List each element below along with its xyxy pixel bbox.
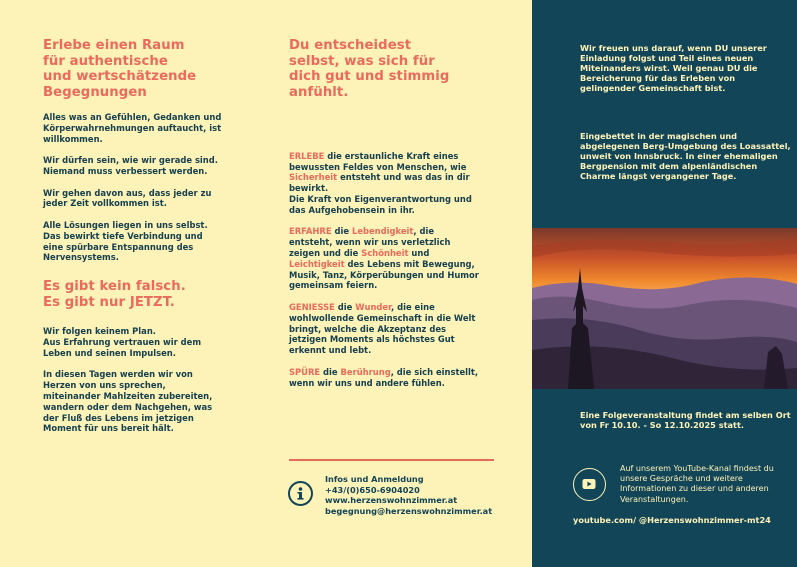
paragraph: Wir dürfen sein, wie wir gerade sind. Niemand muss verbessert werden. — [43, 155, 218, 176]
paragraph-folgeveranstaltung: Eine Folgeveranstaltung findet am selben Ort von Fr 10.10. - So 12.10.2025 statt. — [580, 410, 791, 430]
text: die — [320, 366, 341, 377]
text: und — [408, 247, 430, 258]
contact-phone[interactable]: +43/(0)650-6904020 — [325, 484, 420, 495]
contact-title: Infos und Anmeldung — [325, 474, 424, 484]
youtube-description: Auf unserem YouTube-Kanal findest du unsere Gespräche und weitere Informationen zu dieser und anderen Veranstaltungen. — [620, 464, 774, 504]
keyword: ERLEBE — [289, 150, 325, 161]
heading-entscheidest: Du entscheidest selbst, was sich für dich gut und stimmig anfühlt. — [289, 38, 450, 100]
text: die erstaunliche Kraft eines bewussten Feldes von Menschen, wie — [289, 150, 467, 172]
youtube-link[interactable]: youtube.com/ @Herzenswohnzimmer-mt24 — [573, 515, 771, 525]
text: des Lebens mit Bewegung, Musik, Tanz, Körperübungen und Humor gemeinsam feiern. — [289, 258, 479, 291]
divider — [289, 459, 494, 461]
keyword: Berührung — [340, 366, 391, 377]
paragraph: Wir gehen davon aus, dass jeder zu jeder Zeit vollkommen ist. — [43, 187, 212, 209]
text: die — [331, 226, 352, 237]
youtube-icon[interactable] — [573, 468, 606, 501]
keyword: Lebendigkeit — [351, 226, 414, 237]
mountain-sunset-photo — [532, 228, 797, 389]
panel-middle — [265, 0, 532, 567]
paragraph-umgebung: Eingebettet in der magischen und abgelegenen Berg-Umgebung des Loassattel, unweit von Innsbruck. In einer ehemaligen Bergpension mit dem alpenländischen Charme längst vergangener Tage. — [580, 131, 791, 181]
panel-left — [0, 0, 265, 567]
text: , die sich einstellt, wenn wir uns und andere fühlen. — [289, 366, 479, 388]
contact-email[interactable]: begegnung@herzenswohnzimmer.at — [325, 505, 493, 516]
paragraph: Alle Lösungen liegen in uns selbst. Das bewirkt tiefe Verbindung und eine spürbare Entspannung des Nervensystems. — [43, 219, 208, 263]
text: , die eine wohlwollende Gemeinschaft in die Welt bringt, welche die Akzeptanz des jetzigen Moments als höchstes Gut erkennt und lebt. — [289, 301, 476, 356]
text: , die entsteht, wenn wir uns verletzlich zeigen und die — [289, 226, 451, 258]
keyword: GENIESSE — [289, 301, 335, 312]
text: die — [334, 301, 356, 312]
panel-right — [532, 0, 797, 567]
paragraph-einladung: Wir freuen uns darauf, wenn DU unserer Einladung folgst und Teil eines neuen Miteinanders wirst. Weil genau DU die Bereicherung für das Erleben von gelingender Gemeinschaft bist. — [580, 43, 767, 93]
heading-raum: Erlebe einen Raum für authentische und wertschätzende Begegnungen — [43, 38, 197, 100]
keyword: Wunder — [355, 301, 391, 312]
paragraph-spuere — [289, 367, 479, 389]
heading-jetzt: Es gibt kein falsch. Es gibt nur JETZT. — [43, 279, 186, 310]
keyword: ERFAHRE — [289, 226, 332, 237]
info-icon — [288, 481, 313, 506]
text: entsteht und was das in dir bewirkt. Die Kraft von Eigenverantwortung und das Aufgehobensein in ihr. — [289, 172, 472, 215]
contact-info — [325, 474, 492, 516]
paragraph-erlebe — [289, 140, 477, 216]
keyword: Sicherheit — [289, 172, 338, 183]
paragraph: Alles was an Gefühlen, Gedanken und Körperwahrnehmungen auftaucht, ist willkommen. — [43, 112, 222, 144]
paragraph-erfahre — [289, 226, 479, 291]
paragraph: Wir folgen keinem Plan. Aus Erfahrung vertrauen wir dem Leben und seinen Impulsen. — [43, 326, 202, 358]
contact-website[interactable]: www.herzenswohnzimmer.at — [325, 495, 458, 506]
paragraph: In diesen Tagen werden wir von Herzen von uns sprechen, miteinander Mahlzeiten zubereiten, wandern oder dem Nachgehen, was der Fluß des Lebens im jetzigen Moment für uns bereit hält. — [43, 369, 213, 434]
paragraph-geniesse — [289, 302, 479, 356]
keyword: Leichtigkeit — [289, 258, 345, 269]
keyword: SPÜRE — [289, 366, 321, 377]
keyword: Schönheit — [361, 247, 409, 258]
